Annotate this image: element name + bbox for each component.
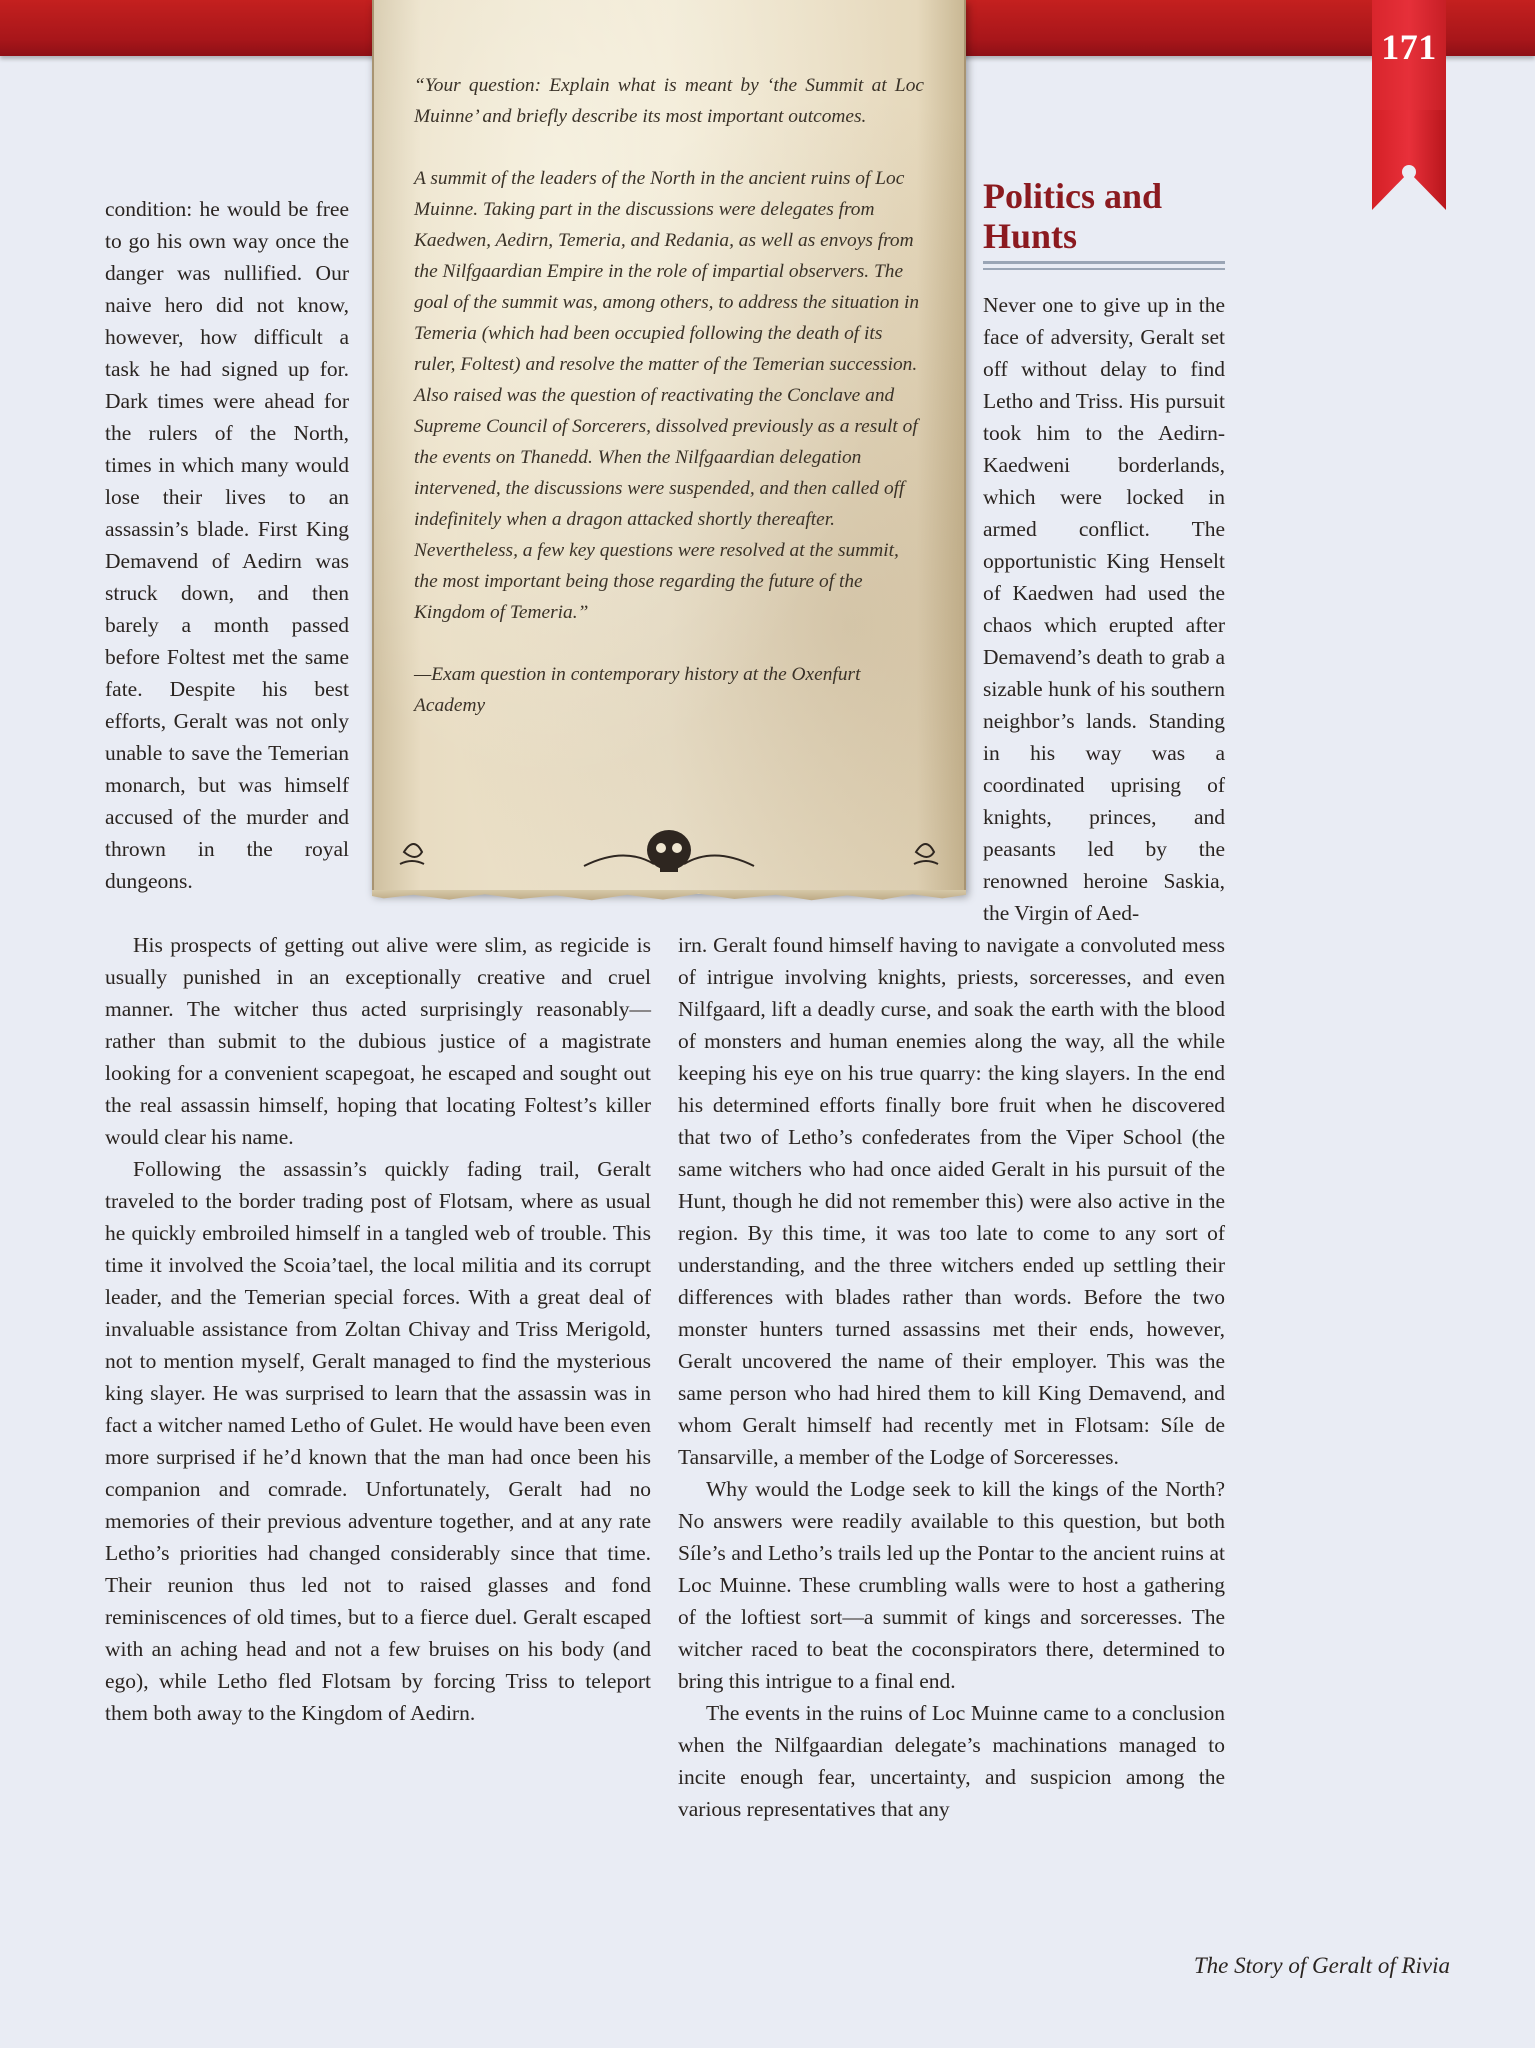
page-number: 171 <box>1381 27 1437 67</box>
section-heading: Politics and Hunts <box>983 176 1163 256</box>
skull-ornament-icon <box>374 822 964 882</box>
heading-rule-lower <box>983 268 1225 270</box>
left-column <box>105 929 651 1729</box>
paragraph: His prospects of getting out alive were slim, as regicide is usually punished in an exceptionally creative and cruel manner. The witcher thus acted surprisingly reasonably—rather than submit to the dubious justice of a magistrate looking for a convenient scapegoat, he escaped and sought out the real assassin himself, hoping that locating Foltest’s killer would clear his name. <box>105 933 651 1149</box>
paragraph: Following the assassin’s quickly fading trail, Geralt traveled to the border trading post of Flotsam, where as usual he quickly embroiled himself in a tangled web of trouble. This time it involved the Scoia’tael, the local militia and its corrupt leader, and the Temerian special forces. With a great deal of invaluable assistance from Zoltan Chivay and Triss Merigold, not to mention myself, Geralt managed to find the mysterious king slayer. He was surprised to learn that the assassin was in fact a witcher named Letho of Gulet. He would have been even more surprised if he’d known that the man had once been his companion and comrade. Unfortunately, Geralt had no memories of their previous adventure together, and at any rate Letho’s priorities had changed considerably since that time. Their reunion thus led not to raised glasses and fond reminiscences of old times, but to a fierce duel. Geralt escaped with an aching head and not a few bruises on his body (and ego), while Letho fled Flotsam by forcing Triss to teleport them both away to the Kingdom of Aedirn. <box>105 1157 651 1725</box>
left-column-top <box>105 193 349 897</box>
paragraph: condition: he would be free to go his own way once the danger was nullified. Our naive hero did not know, however, how difficult a task he had signed up for. Dark times were ahead for the rulers of the North, times in which many would lose their lives to an assassin’s blade. First King Demavend of Aedirn was struck down, and then barely a month passed before Foltest met the same fate. Despite his best efforts, Geralt was not only unable to save the Temerian monarch, but was himself accused of the murder and thrown in the royal dungeons. <box>105 197 349 893</box>
running-footer: The Story of Geralt of Rivia <box>1193 1953 1450 1978</box>
quote-answer: A summit of the leaders of the North in the ancient ruins of Loc Muinne. Taking part in the discussions were delegates from Kaedwen, Aedirn, Temeria, and Redania, as well as envoys from the Nilfgaardian Empire in the role of impartial observers. The goal of the summit was, among others, to address the situation in Temeria (which had been occupied following the death of its ruler, Foltest) and resolve the matter of the Temerian succession. Also raised was the question of reactivating the Conclave and Supreme Council of Sorcerers, dissolved previously as a result of the events on Thanedd. When the Nilfgaardian delegation intervened, the discussions were suspended, and then called off indefinitely when a dragon attacked shortly thereafter. Nevertheless, a few key questions were resolved at the summit, the most important being those regarding the future of the Kingdom of Temeria.” <box>414 168 920 623</box>
paragraph: Why would the Lodge seek to kill the kings of the North? No answers were readily available to this question, but both Síle’s and Letho’s trails led up the Pontar to the ancient ruins at Loc Muinne. These crumbling walls were to host a gathering of the loftiest sort—a summit of kings and sorceresses. The witcher raced to beat the coconspirators there, determined to bring this intrigue to a final end. <box>678 1477 1225 1693</box>
heading-rule <box>983 261 1225 264</box>
quote-attribution: —Exam question in contemporary history at the Oxenfurt Academy <box>414 664 861 716</box>
paragraph: irn. Geralt found himself having to navigate a convoluted mess of intrigue involving knights, priests, sorceresses, and even Nilfgaard, lift a deadly curse, and soak the earth with the blood of monsters and human enemies along the way, all the while keeping his eye on his true quarry: the king slayers. In the end his determined efforts finally bore fruit when he discovered that two of Letho’s confederates from the Viper School (the same witchers who had once aided Geralt in his pursuit of the Hunt, though he did not remember this) were also active in the region. By this time, it was too late to come to any sort of understanding, and the three witchers ended up settling their differences with blades rather than words. Before the two monster hunters turned assassins met their ends, however, Geralt uncovered the name of their employer. This was the same person who had hired them to kill King Demavend, and whom Geralt himself had recently met in Flotsam: Síle de Tansarville, a member of the Lodge of Sorceresses. <box>678 933 1225 1469</box>
paragraph: The events in the ruins of Loc Muinne came to a conclusion when the Nilfgaardian delegate’s machinations managed to incite enough fear, uncertainty, and suspicion among the various representatives that any <box>678 1701 1225 1821</box>
right-column-top <box>983 289 1225 929</box>
right-column <box>678 929 1225 1825</box>
paragraph: Never one to give up in the face of adversity, Geralt set off without delay to find Letho and Triss. His pursuit took him to the Aedirn-Kaedweni borderlands, which were locked in armed conflict. The opportunistic King Henselt of Kaedwen had used the chaos which erupted after Demavend’s death to grab a sizable hunk of his southern neighbor’s lands. Standing in his way was a coordinated uprising of knights, princes, and peasants led by the renowned heroine Saskia, the Virgin of Aed- <box>983 293 1225 925</box>
quote-parchment <box>372 0 966 894</box>
quote-question: “Your question: Explain what is meant by ‘the Summit at Loc Muinne’ and briefly describe its most important outcomes. <box>414 75 924 127</box>
